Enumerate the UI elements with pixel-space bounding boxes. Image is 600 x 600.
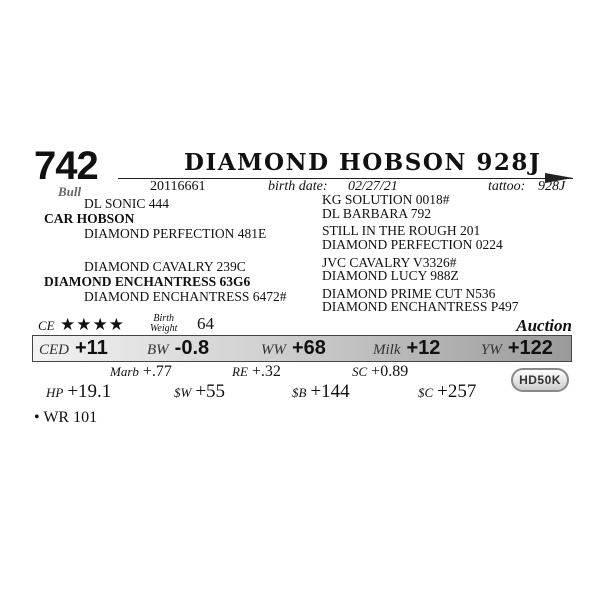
sire-dam: DIAMOND PERFECTION 481E xyxy=(84,226,267,241)
epd-bar xyxy=(32,335,572,362)
sale-type: Auction xyxy=(516,316,572,335)
sex-label: Bull xyxy=(58,184,82,199)
pedigree-right-1: KG SOLUTION 0018# xyxy=(322,192,450,207)
index-hp: HP +19.1 xyxy=(46,381,112,402)
epd-milk: Milk +12 xyxy=(373,337,441,359)
pedigree-right-8: DIAMOND ENCHANTRESS P497 xyxy=(322,299,519,314)
index-c: $C +257 xyxy=(418,381,477,402)
birth-weight-label: Birth Weight xyxy=(150,313,178,334)
epd-yw: YW +122 xyxy=(481,337,553,359)
animal-name: DIAMOND HOBSON 928J xyxy=(184,149,542,176)
index-b: $B +144 xyxy=(292,381,350,402)
registration-number: 20116661 xyxy=(150,179,206,194)
pedigree-right-4: DIAMOND PERFECTION 0224 xyxy=(322,237,503,252)
dam: DIAMOND ENCHANTRESS 63G6 xyxy=(44,274,251,289)
carcass-marb: Marb +.77 xyxy=(110,363,172,380)
pedigree-right-5: JVC CAVALRY V3326# xyxy=(322,255,457,270)
carcass-re: RE +.32 xyxy=(232,363,281,380)
epd-bw: BW -0.8 xyxy=(147,337,210,359)
sire-sire: DL SONIC 444 xyxy=(84,196,170,211)
carcass-sc: SC +0.89 xyxy=(352,363,409,380)
birth-date: 02/27/21 xyxy=(348,179,398,194)
dam-sire: DIAMOND CAVALRY 239C xyxy=(84,259,246,274)
lot-number: 742 xyxy=(34,144,98,188)
tattoo: 928J xyxy=(538,179,566,194)
note-wr: • WR 101 xyxy=(34,409,98,426)
pedigree-right-7: DIAMOND PRIME CUT N536 xyxy=(322,286,496,301)
ce-stars: ★★★★ xyxy=(60,315,125,334)
pedigree-right-3: STILL IN THE ROUGH 201 xyxy=(322,223,481,238)
index-w: $W +55 xyxy=(174,381,226,402)
tattoo-label: tattoo: xyxy=(488,179,526,194)
dam-dam: DIAMOND ENCHANTRESS 6472# xyxy=(84,289,287,304)
epd-ced: CED +11 xyxy=(39,337,108,359)
hd50k-badge: HD50K xyxy=(511,368,569,392)
birth-weight: 64 xyxy=(197,314,214,333)
pedigree-right-6: DIAMOND LUCY 988Z xyxy=(322,268,459,283)
pedigree-right-2: DL BARBARA 792 xyxy=(322,206,432,221)
epd-ww: WW +68 xyxy=(261,337,326,359)
ce-label: CE xyxy=(38,318,55,333)
sire: CAR HOBSON xyxy=(44,211,135,226)
birth-date-label: birth date: xyxy=(268,179,328,194)
